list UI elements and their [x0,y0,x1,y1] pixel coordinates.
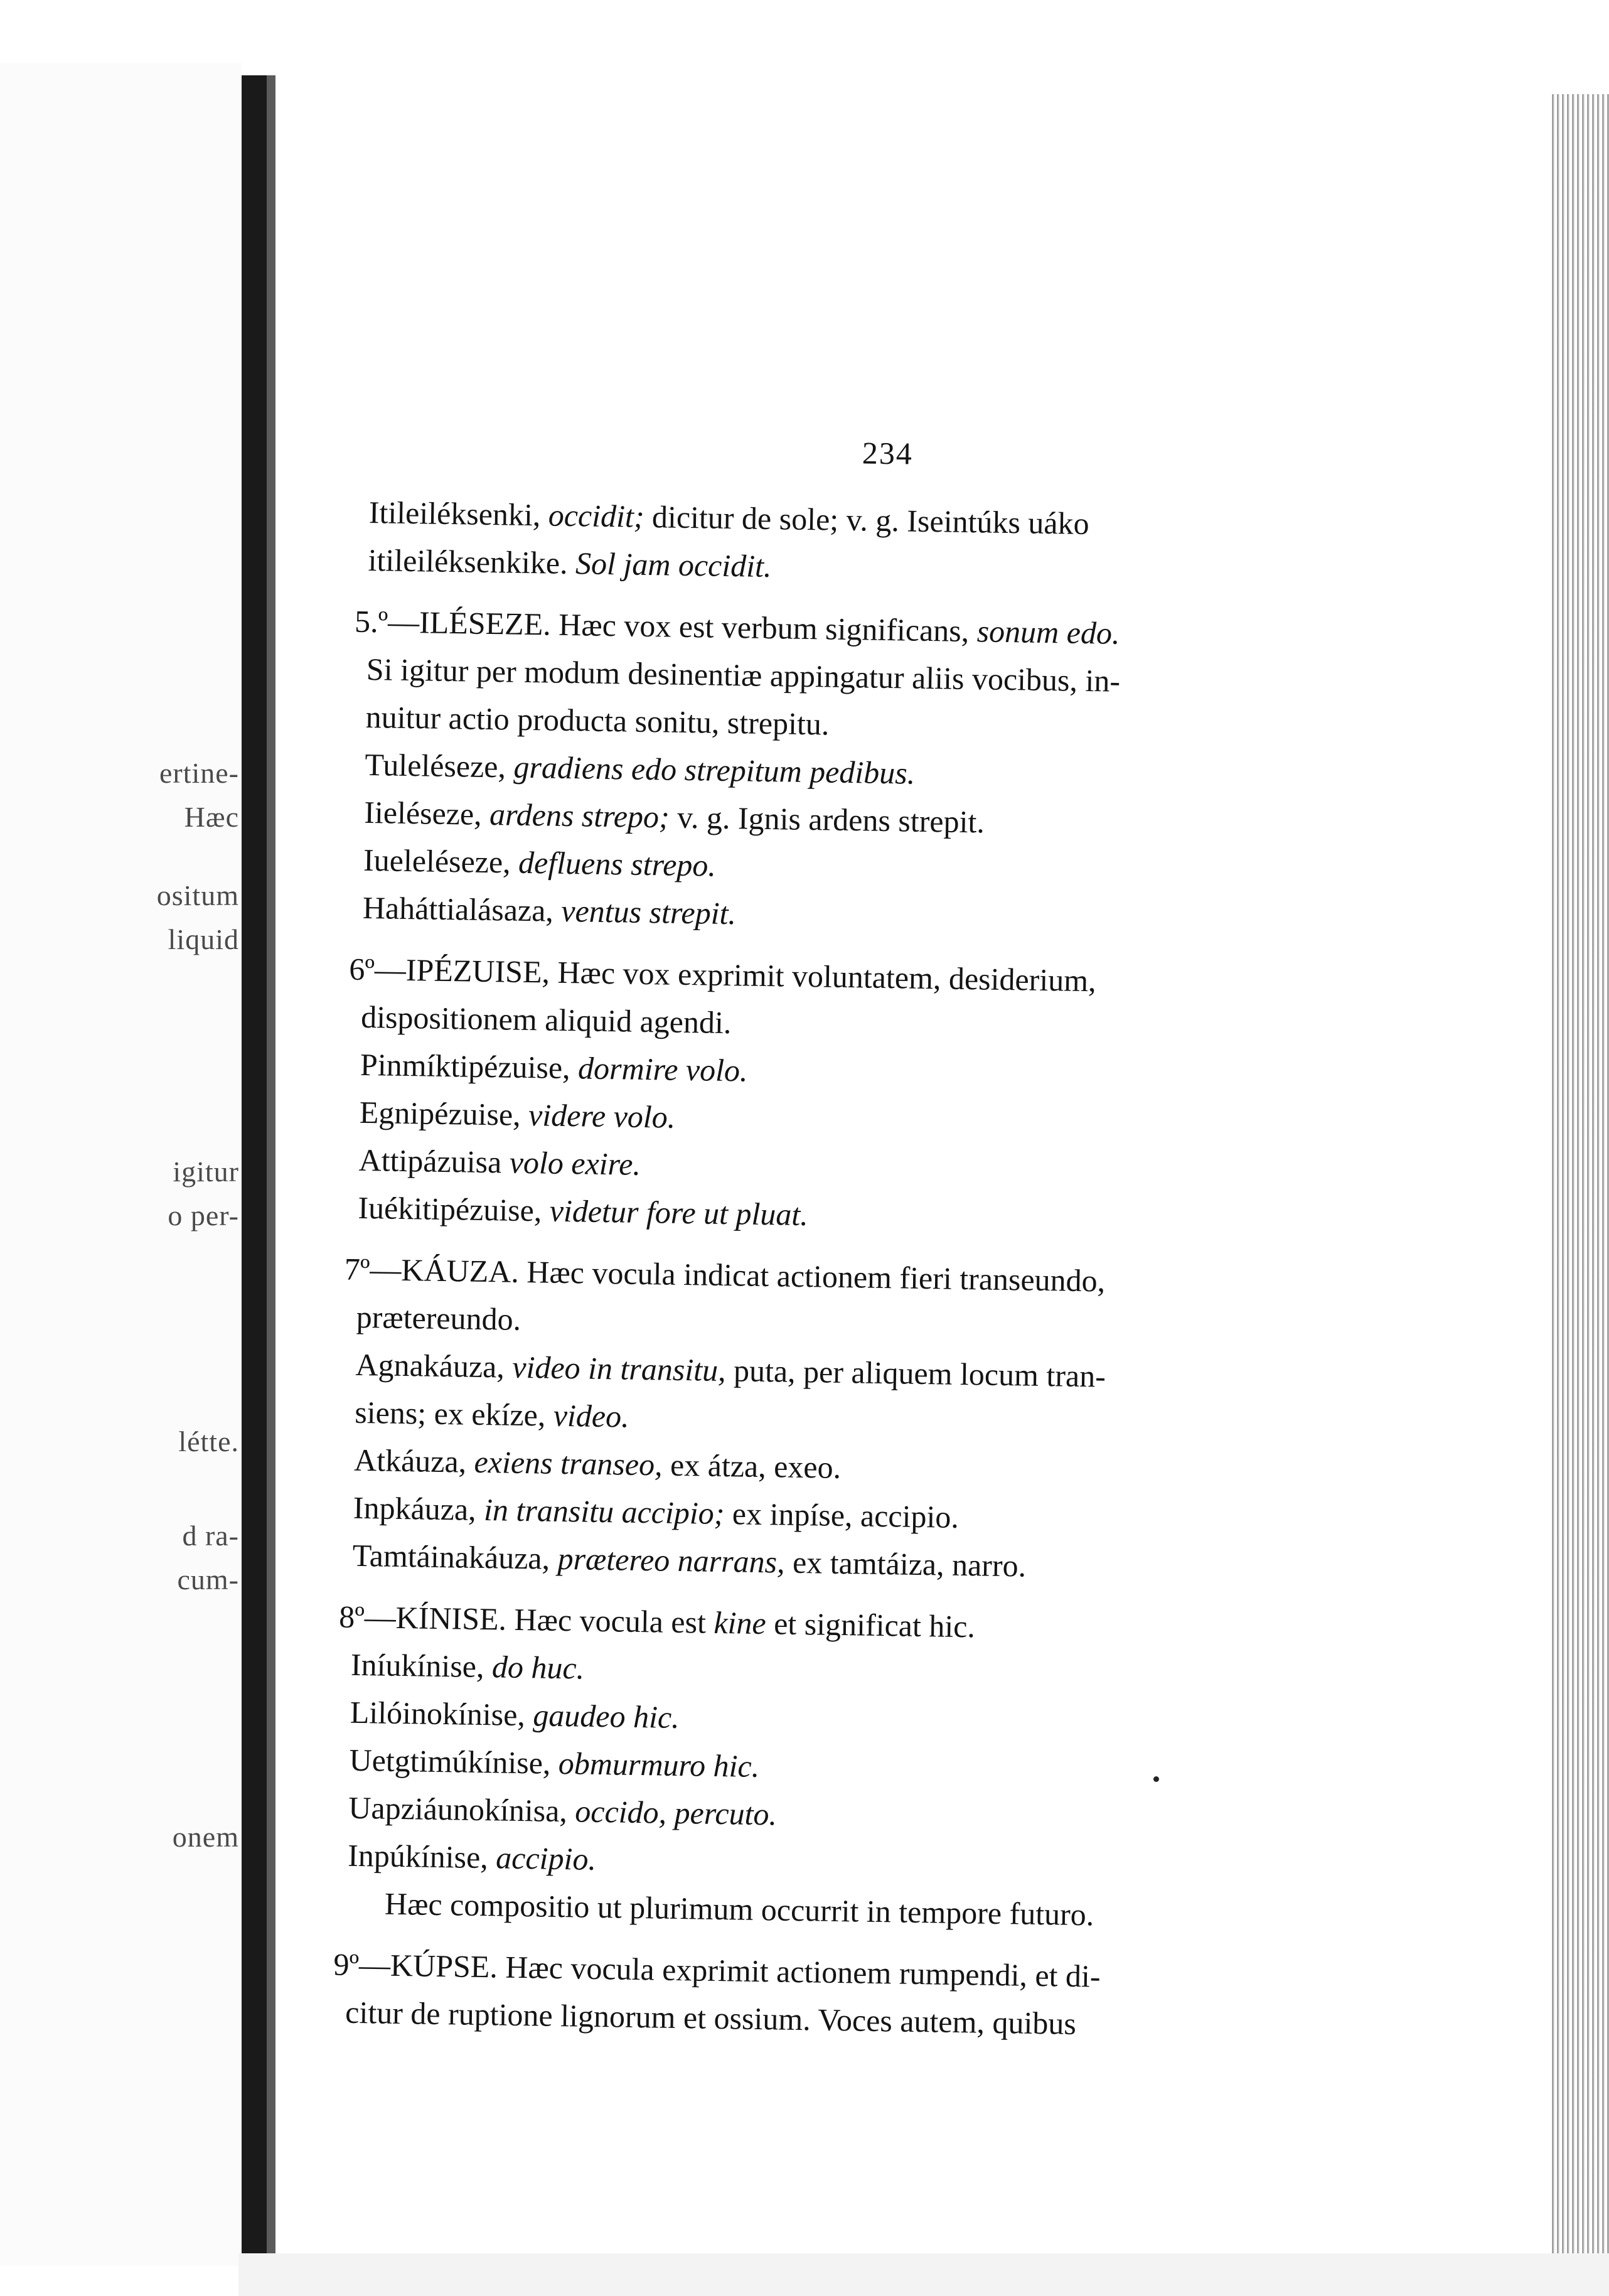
line-text: Iuékitipézuise, [358,1189,550,1228]
line-rest-text: puta, per aliquem locum tran- [725,1353,1106,1394]
line-text: Egnipézuise, [359,1094,529,1133]
line-rest-text: ex átza, exeo. [662,1447,842,1485]
line-italic-text: in transitu accipio; [483,1492,725,1532]
line-text: Iieléseze, [363,794,490,832]
facing-page-fragment: létte. [178,1425,239,1457]
line-text: Si igitur per modum desinentiæ appingatur aliis vocibus, in- [366,651,1121,699]
line-rest-text: ex inpíse, accipio. [724,1496,960,1535]
line-italic-text: exiens transeo, [474,1444,663,1483]
line-text: itileiléksenkike. [368,542,576,581]
line-italic-text: videtur fore ut pluat. [549,1193,809,1233]
line-text: Agnakáuza, [355,1346,513,1385]
line-italic-text: obmurmuro hic. [558,1745,760,1784]
line-italic-text: videre volo. [528,1097,676,1135]
bottom-margin [238,2253,1609,2296]
line-text: nuitur actio producta sonitu, strepitu. [365,699,830,742]
facing-page-fragment: ertine- [159,757,239,789]
facing-page-fragment: d ra- [182,1520,239,1552]
line-text: 6º—IPÉZUISE, Hæc vox exprimit voluntatem, desiderium, [348,951,1097,999]
line-italic-text: gradiens edo strepitum pedibus. [513,749,916,791]
line-italic-text: Sol jam occidit. [575,545,772,584]
line-italic-text: defluens strepo. [518,844,717,883]
facing-page-fragment: Hæc [184,801,239,833]
line-text: Lilóinokínise, [350,1694,533,1733]
line-italic-text: video in transitu, [511,1349,727,1388]
line-rest-text: et significat hic. [766,1606,976,1644]
text-lines [333,488,1405,2052]
line-text: Iníukínise, [350,1646,493,1685]
line-italic-text: ventus strepit. [560,893,737,931]
book-gutter [242,75,267,2253]
line-italic-text: kine [714,1604,767,1641]
line-italic-text: ardens strepo; [489,797,670,835]
line-rest-text: dicitur de sole; v. g. Iseintúks uáko [644,498,1090,542]
page-number: 234 [862,435,914,471]
page-edges [1550,94,1609,2266]
line-italic-text: occidit; [548,497,645,534]
line-italic-text: prætereo narrans, [557,1540,786,1580]
line-text: 7º—KÁUZA. Hæc vocula indicat actionem fieri transeundo, [344,1251,1106,1299]
line-text: Iueleléseze, [363,842,519,880]
line-italic-text: occido, percuto. [574,1793,778,1832]
facing-page-fragment: cum- [177,1564,239,1596]
line-text: Inpúkínise, [347,1837,496,1875]
line-text: Hæc compositio ut plurimum occurrit in tempore futuro. [384,1886,1094,1933]
facing-page-fragment: ositum [156,879,239,911]
line-text: Itileiléksenki, [368,494,549,533]
line-text: dispositionem aliquid agendi. [360,999,732,1041]
facing-page-fragment: liquid [168,923,239,955]
line-italic-text: dormire volo. [577,1050,748,1088]
line-text: 5.º—ILÉSEZE. Hæc vox est verbum significans, [354,603,978,649]
line-text: prætereundo. [356,1299,521,1337]
line-text: 8º—KÍNISE. Hæc vocula est [338,1599,714,1640]
line-text: Pinmíktipézuise, [360,1046,579,1086]
line-text: Tuleléseze, [365,746,514,785]
page-text [333,427,1406,2052]
line-rest-text: ex tamtáiza, narro. [784,1544,1027,1584]
line-rest-text: v. g. Ignis ardens strepit. [669,799,985,840]
facing-page-fragment: igitur [173,1156,239,1188]
line-text: 9º—KÚPSE. Hæc vocula exprimit actionem rumpendi, et di- [333,1946,1101,1994]
book-gutter-shadow [267,75,275,2253]
facing-page [0,63,242,2266]
line-text: Tamtáinakáuza, [352,1537,559,1576]
line-text: citur de ruptione lignorum et ossium. Voces autem, quibus [345,1994,1077,2041]
line-text: Inpkáuza, [353,1489,484,1528]
line-text: Haháttialásaza, [362,889,562,928]
line-text: Uetgtimúkínise, [349,1742,559,1781]
line-text: Uapziáunokínisa, [348,1789,575,1829]
facing-page-fragment: onem [172,1821,239,1853]
line-italic-text: sonum edo. [976,613,1120,651]
facing-page-fragment: o per- [168,1199,239,1231]
line-italic-text: volo exire. [509,1144,641,1182]
line-text: Attipázuisa [358,1142,510,1180]
line-text: siens; ex ekíze, [354,1394,554,1433]
line-text: Atkáuza, [353,1442,475,1479]
line-italic-text: do huc. [491,1649,585,1686]
line-italic-text: video. [553,1397,630,1434]
ink-speck [1153,1776,1159,1782]
line-italic-text: accipio. [495,1840,597,1877]
line-italic-text: gaudeo hic. [533,1697,680,1735]
